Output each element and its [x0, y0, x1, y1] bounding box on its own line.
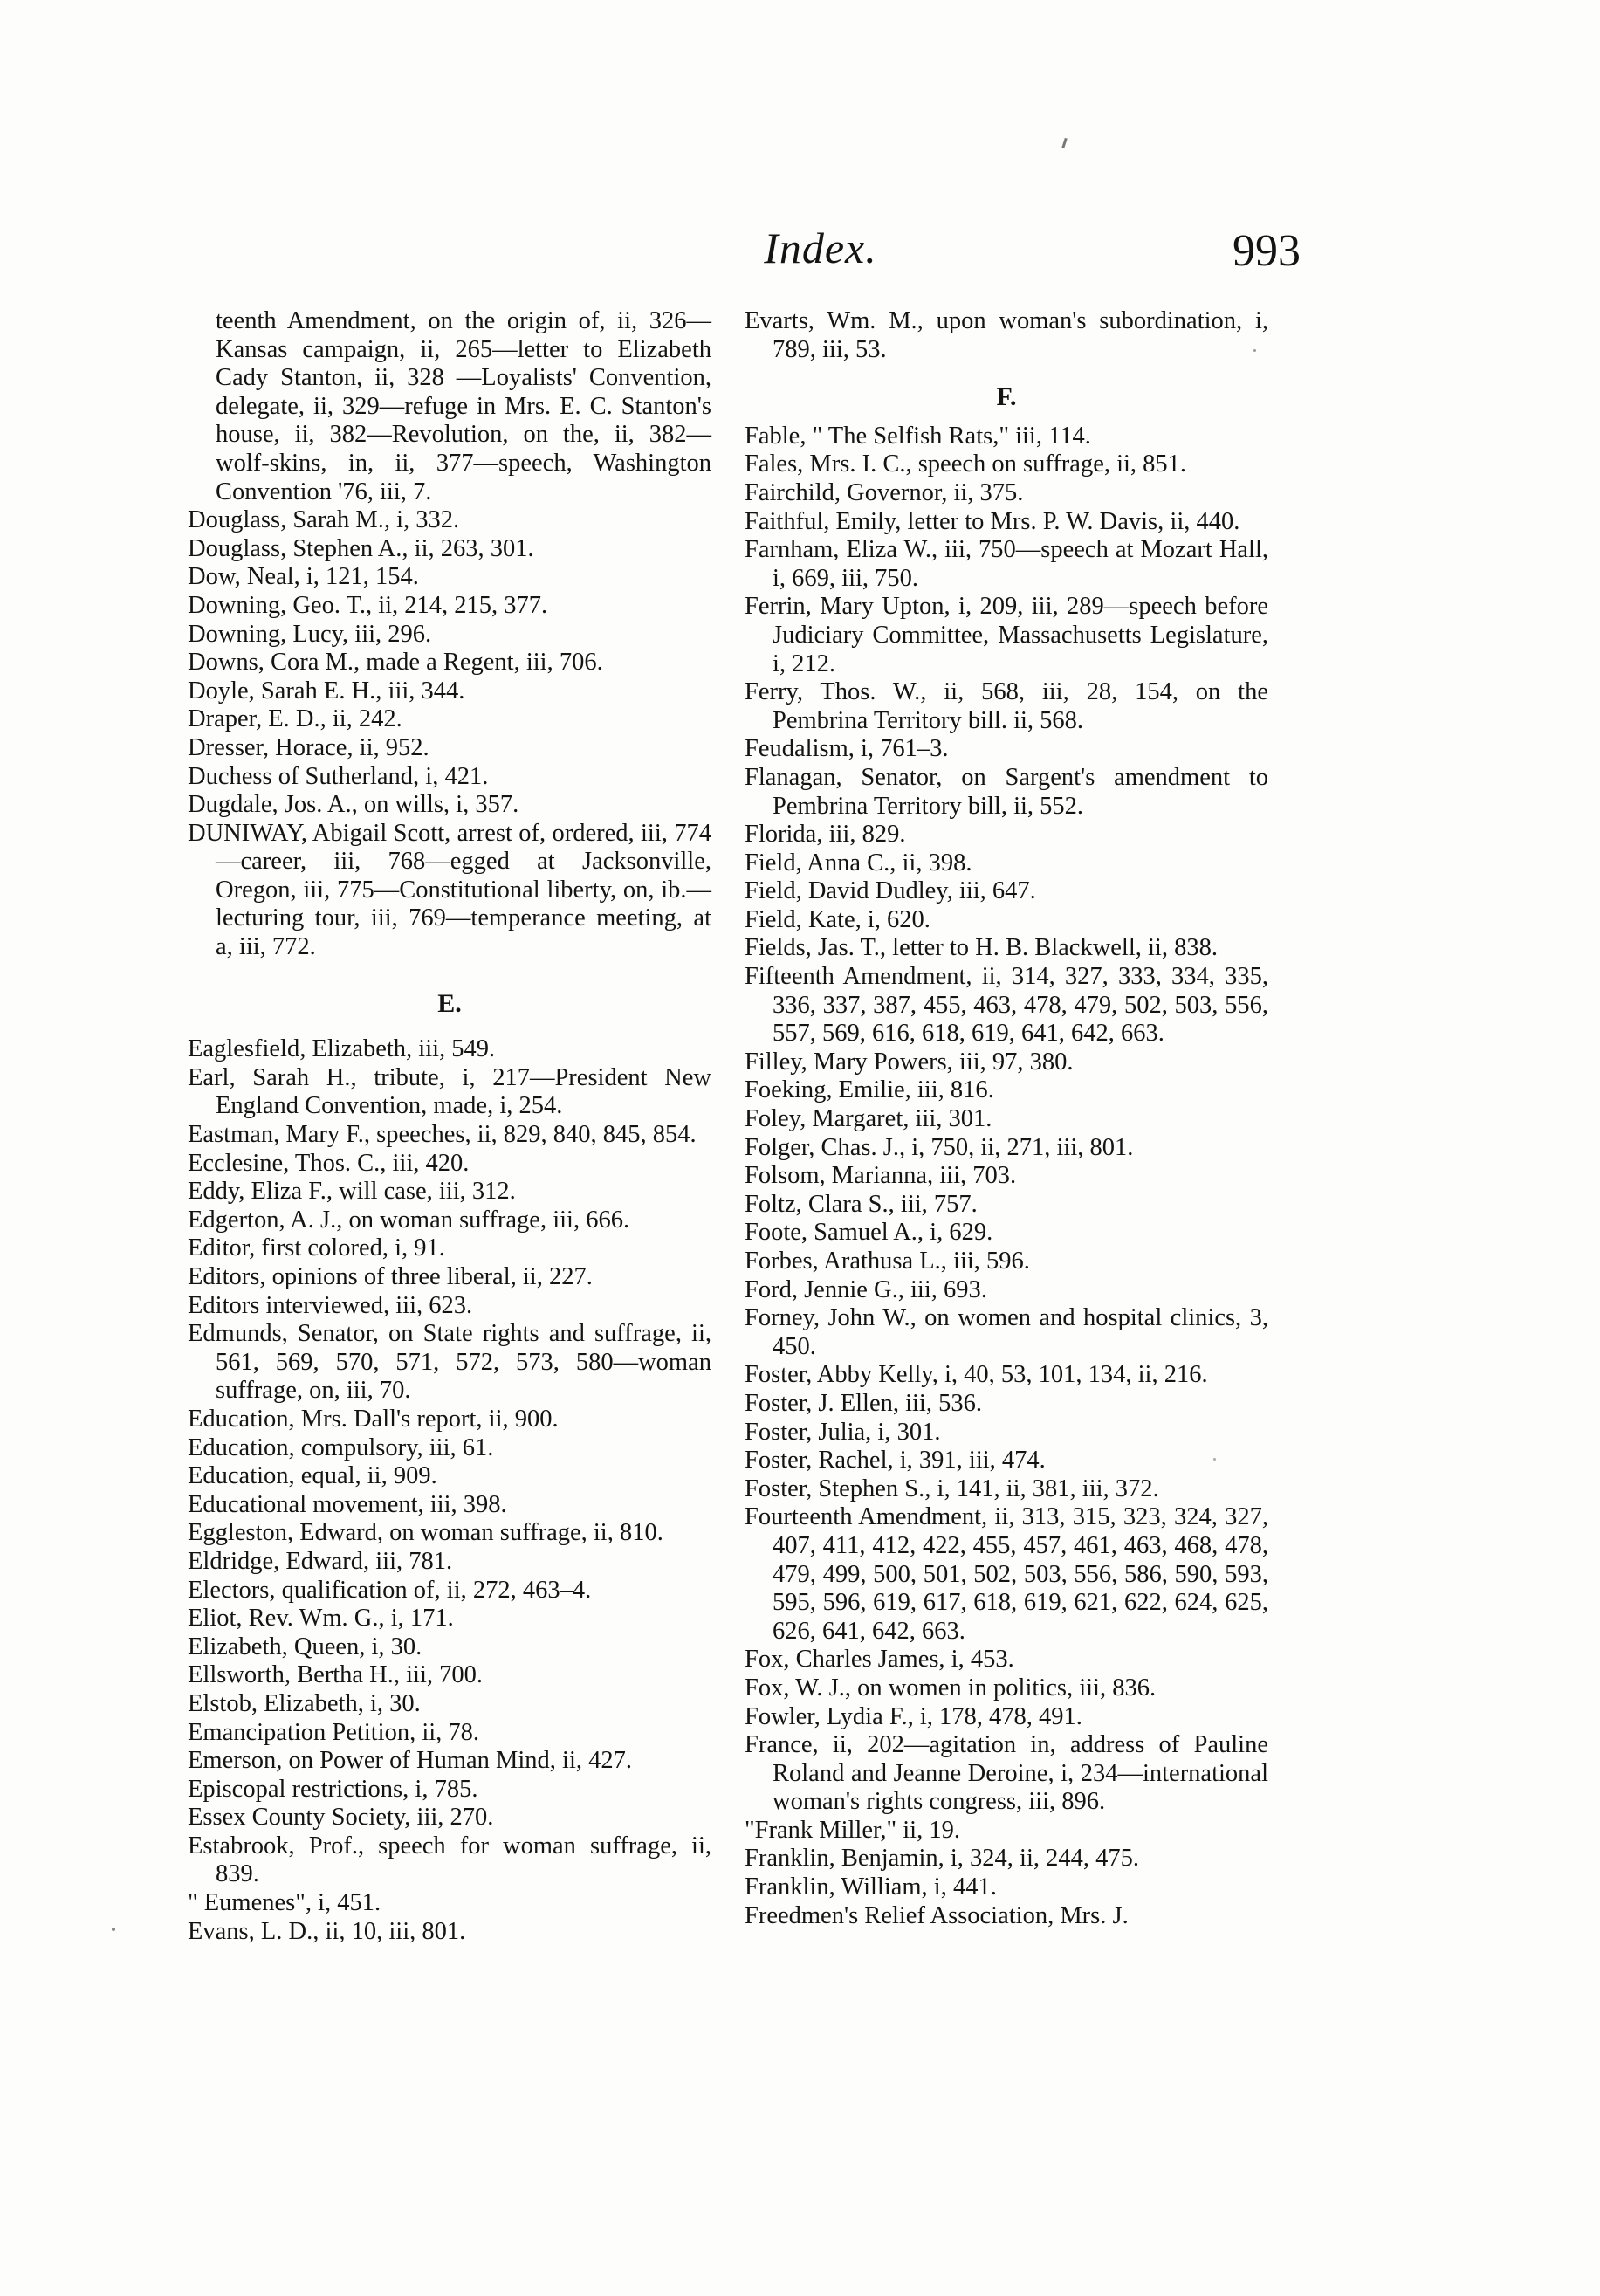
- index-entry: Downing, Geo. T., ii, 214, 215, 377.: [188, 591, 548, 619]
- index-entry: Emerson, on Power of Human Mind, ii, 427.: [188, 1747, 632, 1775]
- index-entry: France, ii, 202—agitation in, address of Pauline Roland and Jeanne Deroine, i, 234—international woman's rights congress, iii, 896.: [745, 1731, 1268, 1816]
- index-entry: Eliot, Rev. Wm. G., i, 171.: [188, 1605, 454, 1633]
- index-entry: Educational movement, iii, 398.: [188, 1490, 507, 1518]
- running-head-title: Index.: [764, 223, 877, 272]
- index-entry: Forbes, Arathusa L., iii, 596.: [745, 1248, 1030, 1275]
- index-entry: Field, David Dudley, iii, 647.: [745, 877, 1036, 905]
- index-entry: Franklin, William, i, 441.: [745, 1873, 997, 1901]
- index-entry: Dow, Neal, i, 121, 154.: [188, 563, 419, 591]
- index-entry: Episcopal restrictions, i, 785.: [188, 1775, 478, 1803]
- index-entry: Fox, W. J., on women in politics, iii, 836.: [745, 1674, 1157, 1701]
- index-entry: Downing, Lucy, iii, 296.: [188, 620, 432, 648]
- index-entry: Douglass, Stephen A., ii, 263, 301.: [188, 534, 534, 562]
- index-entry: Duchess of Sutherland, i, 421.: [188, 762, 489, 790]
- index-entry: Foster, Stephen S., i, 141, ii, 381, iii, 372.: [745, 1475, 1159, 1502]
- index-entry: Fourteenth Amendment, ii, 313, 315, 323, 324, 327, 407, 411, 412, 422, 455, 457, 461, 463, 468, 478, 479, 499, 500, 501, 502, 503, 556, 586, 590, 593, 595, 596, 619, 617, 618, 619, 621, 622, 624, 625, 626, 641, 642, 663.: [745, 1503, 1268, 1645]
- index-entry: Freedmen's Relief Association, Mrs. J.: [745, 1901, 1129, 1929]
- index-entry: Foster, Julia, i, 301.: [745, 1418, 941, 1446]
- index-entry: Estabrook, Prof., speech for woman suffrage, ii, 839.: [188, 1832, 711, 1888]
- index-entry: Filley, Mary Powers, iii, 97, 380.: [745, 1048, 1074, 1076]
- section-letter: F.: [996, 382, 1017, 412]
- index-entry: Ecclesine, Thos. C., iii, 420.: [188, 1149, 470, 1177]
- index-entry: Edgerton, A. J., on woman suffrage, iii, 666.: [188, 1206, 630, 1234]
- index-entry: " Eumenes", i, 451.: [188, 1889, 381, 1917]
- index-entry: Ellsworth, Bertha H., iii, 700.: [188, 1661, 484, 1689]
- index-entry: Ferry, Thos. W., ii, 568, iii, 28, 154, on the Pembrina Territory bill. ii, 568.: [745, 678, 1268, 734]
- index-entry: Douglass, Sarah M., i, 332.: [188, 506, 460, 534]
- index-entry: Education, equal, ii, 909.: [188, 1462, 437, 1490]
- index-entry: Flanagan, Senator, on Sargent's amendment to Pembrina Territory bill, ii, 552.: [745, 763, 1268, 820]
- index-entry: Education, Mrs. Dall's report, ii, 900.: [188, 1405, 559, 1433]
- index-entry: Foltz, Clara S., iii, 757.: [745, 1190, 978, 1218]
- index-entry: Fields, Jas. T., letter to H. B. Blackwell, ii, 838.: [745, 934, 1218, 962]
- index-entry: Elstob, Elizabeth, i, 30.: [188, 1689, 421, 1717]
- index-entry: Forney, John W., on women and hospital clinics, 3, 450.: [745, 1304, 1268, 1360]
- index-entry: Foote, Samuel A., i, 629.: [745, 1219, 993, 1247]
- index-entry: Folsom, Marianna, iii, 703.: [745, 1162, 1017, 1190]
- index-entry: Dresser, Horace, ii, 952.: [188, 733, 429, 761]
- index-entry: Fairchild, Governor, ii, 375.: [745, 478, 1024, 506]
- index-entry: Eldridge, Edward, iii, 781.: [188, 1547, 453, 1575]
- index-entry: Foster, J. Ellen, iii, 536.: [745, 1389, 982, 1417]
- index-entry: Foley, Margaret, iii, 301.: [745, 1105, 992, 1133]
- index-entry: Foster, Abby Kelly, i, 40, 53, 101, 134, ii, 216.: [745, 1361, 1208, 1389]
- index-entry: Editors interviewed, iii, 623.: [188, 1291, 473, 1319]
- page-number: 993: [1233, 226, 1301, 276]
- index-entry: Faithful, Emily, letter to Mrs. P. W. Davis, ii, 440.: [745, 507, 1240, 535]
- index-entry: Foeking, Emilie, iii, 816.: [745, 1076, 994, 1104]
- index-entry: Ferrin, Mary Upton, i, 209, iii, 289—speech before Judiciary Committee, Massachusetts Legislature, i, 212.: [745, 593, 1268, 677]
- index-entry: Evans, L. D., ii, 10, iii, 801.: [188, 1917, 466, 1945]
- index-entry: Editors, opinions of three liberal, ii, 227.: [188, 1263, 593, 1290]
- index-entry: Editor, first colored, i, 91.: [188, 1234, 445, 1262]
- index-entry: Electors, qualification of, ii, 272, 463–4.: [188, 1576, 592, 1604]
- index-entry: Folger, Chas. J., i, 750, ii, 271, iii, 801.: [745, 1133, 1134, 1161]
- index-entry: Fable, " The Selfish Rats," iii, 114.: [745, 422, 1091, 450]
- index-entry: Downs, Cora M., made a Regent, iii, 706.: [188, 649, 603, 677]
- index-entry: Fales, Mrs. I. C., speech on suffrage, ii, 851.: [745, 450, 1187, 478]
- index-entry: DUNIWAY, Abigail Scott, arrest of, ordered, iii, 774—career, iii, 768—egged at Jacksonville, Oregon, iii, 775—Constitutional liberty, on, ib.—lecturing tour, iii, 769—temperance meeting, at a, iii, 772.: [188, 819, 711, 961]
- index-entry: Eaglesfield, Elizabeth, iii, 549.: [188, 1035, 496, 1063]
- index-entry: Draper, E. D., ii, 242.: [188, 705, 402, 733]
- index-entry: Doyle, Sarah E. H., iii, 344.: [188, 677, 465, 705]
- index-entry: Fox, Charles James, i, 453.: [745, 1646, 1014, 1674]
- index-entry: Evarts, Wm. M., upon woman's subordination, i, 789, iii, 53.: [745, 307, 1268, 363]
- index-entry: Florida, iii, 829.: [745, 821, 906, 849]
- index-entry: Field, Anna C., ii, 398.: [745, 849, 972, 876]
- index-entry: Ford, Jennie G., iii, 693.: [745, 1275, 987, 1303]
- index-entry: Emancipation Petition, ii, 78.: [188, 1718, 480, 1746]
- index-entry: Eggleston, Edward, on woman suffrage, ii, 810.: [188, 1519, 663, 1547]
- index-entry: Feudalism, i, 761–3.: [745, 735, 949, 763]
- index-entry: Essex County Society, iii, 270.: [188, 1804, 494, 1832]
- index-entry: Fowler, Lydia F., i, 178, 478, 491.: [745, 1702, 1082, 1730]
- index-entry: Education, compulsory, iii, 61.: [188, 1433, 494, 1461]
- section-letter: E.: [437, 988, 462, 1018]
- ink-speck: [1061, 138, 1068, 148]
- index-entry: Foster, Rachel, i, 391, iii, 474.: [745, 1447, 1046, 1475]
- index-entry: Edmunds, Senator, on State rights and suffrage, ii, 561, 569, 570, 571, 572, 573, 580—woman suffrage, on, iii, 70.: [188, 1320, 711, 1405]
- index-entry: Fifteenth Amendment, ii, 314, 327, 333, 334, 335, 336, 337, 387, 455, 463, 478, 479, 502, 503, 556, 557, 569, 616, 618, 619, 641, 642, 663.: [745, 963, 1268, 1048]
- index-entry: Elizabeth, Queen, i, 30.: [188, 1633, 422, 1660]
- index-entry: Eastman, Mary F., speeches, ii, 829, 840, 845, 854.: [188, 1121, 697, 1149]
- index-entry: teenth Amendment, on the origin of, ii, 326—Kansas campaign, ii, 265—letter to Elizabeth Cady Stanton, ii, 328 —Loyalists' Convention, delegate, ii, 329—refuge in Mrs. E. C. Stanton's house, ii, 382—Revolution, on the, ii, 382—wolf-skins, in, ii, 377—speech, Washington Convention '76, iii, 7.: [216, 307, 711, 505]
- index-entry: Earl, Sarah H., tribute, i, 217—President New England Convention, made, i, 254.: [188, 1063, 711, 1120]
- index-entry: Eddy, Eliza F., will case, iii, 312.: [188, 1178, 516, 1206]
- ink-speck: [112, 1928, 115, 1931]
- index-entry: Farnham, Eliza W., iii, 750—speech at Mozart Hall, i, 669, iii, 750.: [745, 536, 1268, 592]
- index-column-left: [188, 307, 711, 1946]
- index-entry: Dugdale, Jos. A., on wills, i, 357.: [188, 791, 519, 819]
- index-entry: "Frank Miller," ii, 19.: [745, 1816, 960, 1844]
- index-entry: Franklin, Benjamin, i, 324, ii, 244, 475.: [745, 1845, 1140, 1873]
- index-entry: Field, Kate, i, 620.: [745, 905, 930, 933]
- index-column-right: [745, 307, 1268, 1930]
